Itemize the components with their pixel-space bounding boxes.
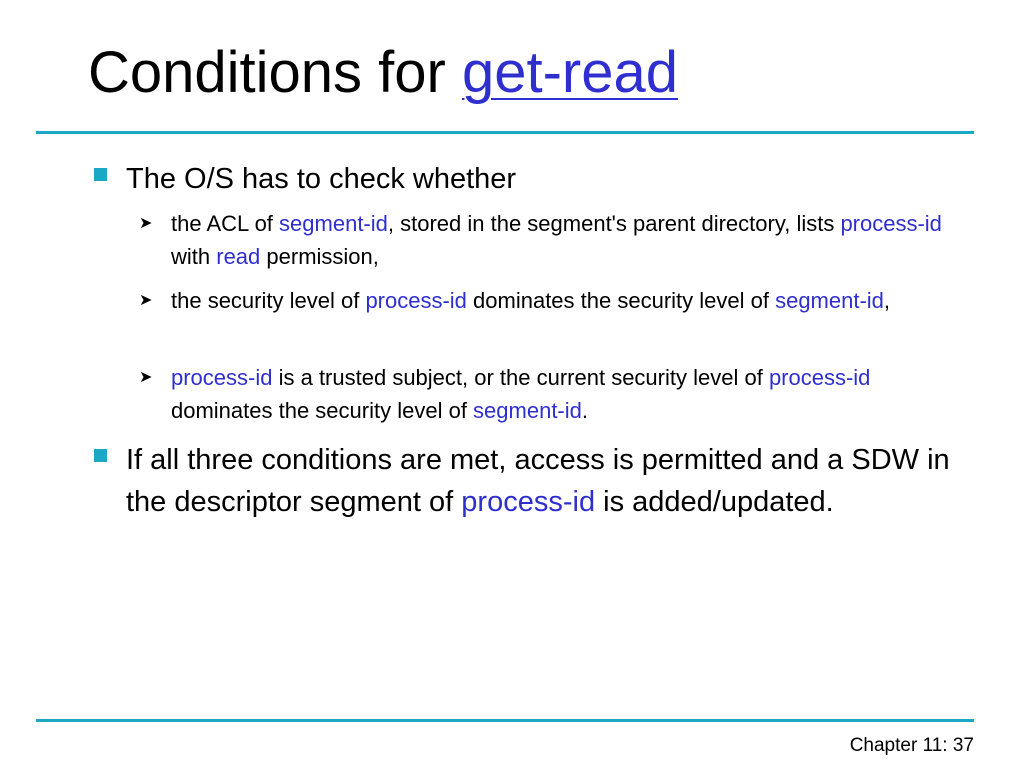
term-process-id: process-id [171, 365, 273, 390]
bullet-item-1 [126, 158, 956, 200]
term-segment-id: segment-id [473, 398, 582, 423]
sub-bullet-item-3 [139, 361, 961, 427]
square-bullet-icon [94, 449, 107, 462]
bullet-text: If all three conditions are met, access is permitted and a SDW in the descriptor segment of [126, 444, 950, 518]
term-process-id: process-id [461, 486, 596, 518]
sub-text: the ACL of [171, 211, 280, 236]
top-divider [36, 131, 974, 134]
sub-bullet-item-2 [139, 284, 961, 317]
sub-text: dominates the security level of [466, 288, 776, 313]
sub-text: permission, [260, 244, 379, 269]
term-read: read [216, 244, 261, 269]
arrow-bullet-icon: ➤ [139, 369, 153, 386]
sub-text: with [171, 244, 217, 269]
slide-footer: Chapter 11: 37 [849, 735, 974, 756]
term-segment-id: segment-id [775, 288, 884, 313]
sub-text: , [883, 288, 891, 313]
sub-text: the security level of [171, 288, 366, 313]
slide-title [88, 40, 678, 107]
title-prefix: Conditions for [88, 40, 462, 105]
bullet-text: The O/S has to check whether [126, 163, 517, 195]
bullet-text: is added/updated. [595, 486, 834, 518]
term-segment-id: segment-id [279, 211, 388, 236]
square-bullet-icon [94, 168, 107, 181]
sub-bullet-item-1 [139, 207, 961, 273]
arrow-bullet-icon: ➤ [139, 215, 153, 232]
title-link[interactable]: get-read [461, 40, 679, 105]
bullet-item-2 [126, 439, 956, 523]
bottom-divider [36, 719, 974, 722]
term-process-id: process-id [768, 365, 871, 390]
sub-text: . [581, 398, 589, 423]
term-process-id: process-id [840, 211, 942, 236]
sub-text: is a trusted subject, or the current security level of [272, 365, 769, 390]
sub-text: dominates the security level of [171, 398, 474, 423]
arrow-bullet-icon: ➤ [139, 292, 153, 309]
sub-text: , stored in the segment's parent directory, lists [387, 211, 841, 236]
term-process-id: process-id [365, 288, 467, 313]
